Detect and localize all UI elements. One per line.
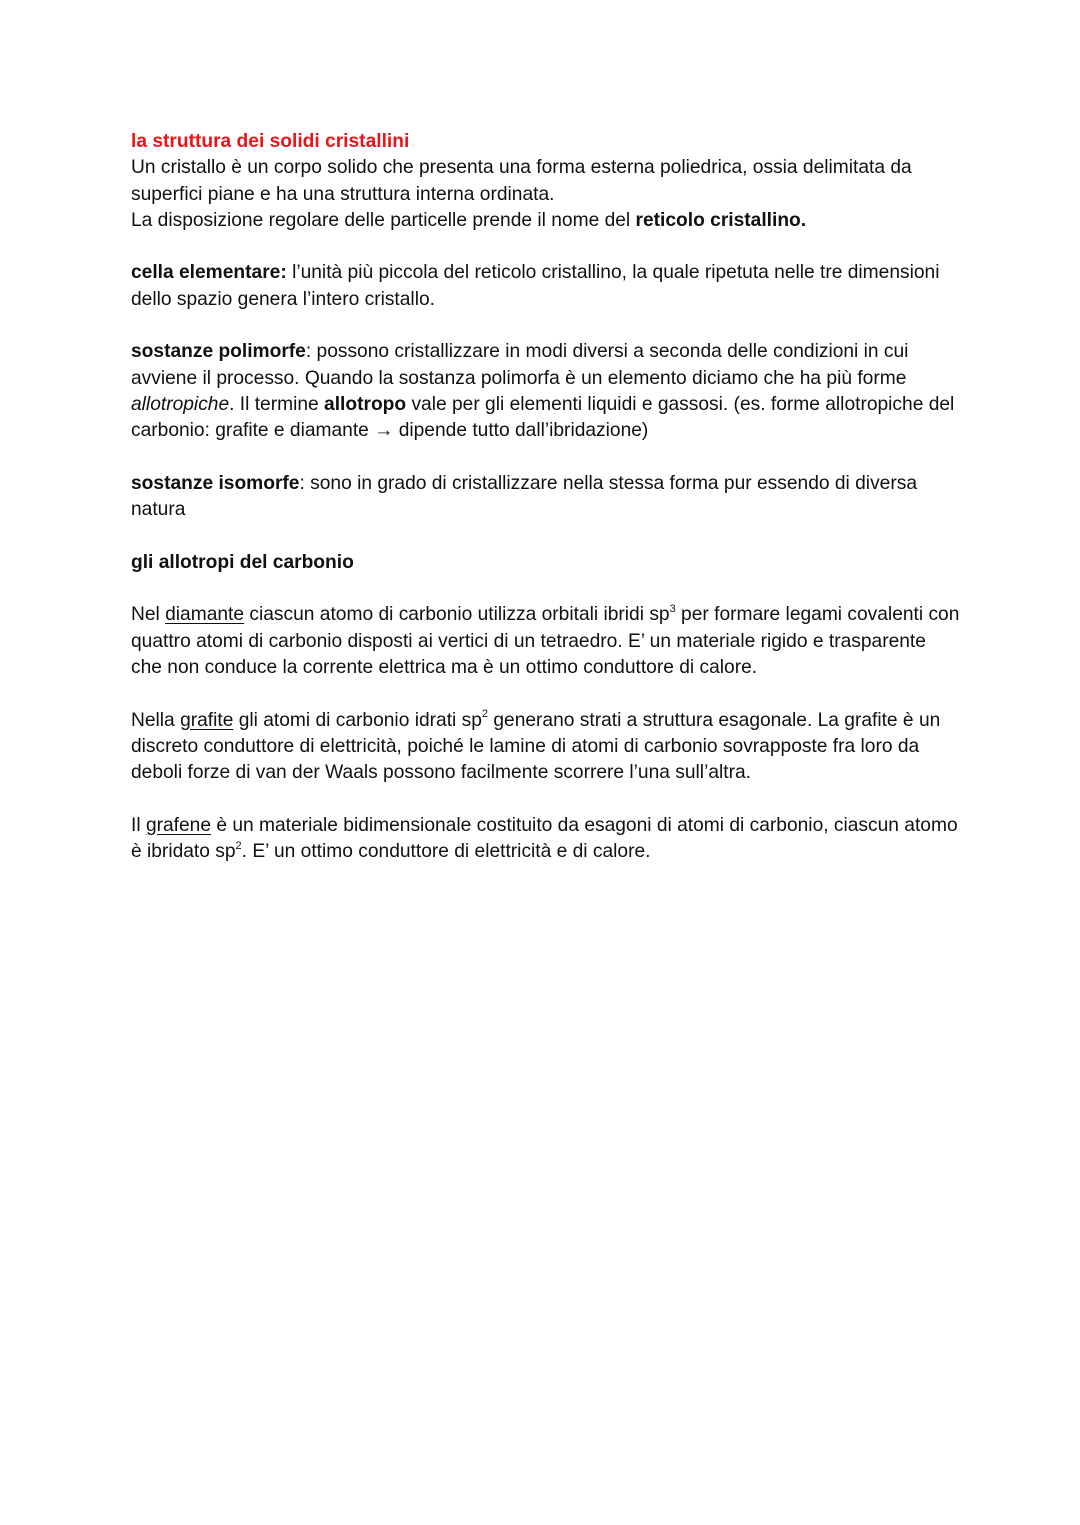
spacer: [131, 313, 961, 339]
polimorfe-bold: allotropo: [324, 393, 407, 415]
polimorfe-text-1: : possono cristallizzare in modi diversi a seconda delle condizioni in cui avviene il processo. Quando la sostanza polimorfa è un elemento diciamo che ha più forme: [131, 341, 909, 389]
spacer: [131, 576, 961, 602]
polimorfe-text-2: . Il termine: [229, 393, 325, 415]
spacer: [131, 445, 961, 471]
grafite-text-1: gli atomi di carbonio idrati sp: [233, 709, 482, 731]
diamante-pre: Nel: [131, 604, 166, 626]
spacer: [131, 681, 961, 707]
grafene-paragraph: [131, 813, 961, 866]
grafite-pre: Nella: [131, 709, 181, 731]
grafene-term: grafene: [145, 814, 212, 836]
spacer: [131, 786, 961, 812]
diamante-text-2: per formare legami covalenti con quattro atomi di carbonio disposti ai vertici di un tetraedro. E’ un materiale rigido e trasparente che non conduce la corrente elettrica ma è un ottimo conduttore di calore.: [131, 604, 960, 678]
intro-line-1: Un cristallo è un corpo solido che presenta una forma esterna poliedrica, ossia delimitata da superfici piane e ha una struttura interna ordinata.: [131, 157, 912, 205]
isomorfe-text: : sono in grado di cristallizzare nella stessa forma pur essendo di diversa natura: [131, 472, 917, 521]
polimorfe-italic: allotropiche: [131, 393, 230, 415]
polimorfe-term: sostanze polimorfe: [131, 341, 306, 363]
intro-line-2-text: La disposizione regolare delle particelle prende il nome del: [131, 209, 636, 231]
isomorfe-term: sostanze isomorfe: [131, 472, 300, 494]
diamante-term: diamante: [165, 604, 245, 626]
spacer: [131, 523, 961, 549]
grafite-paragraph: [131, 708, 961, 787]
grafene-text-2: . E’ un ottimo conduttore di elettricità e di calore.: [241, 841, 651, 863]
cella-term: cella elementare:: [131, 262, 287, 284]
cella-paragraph: [131, 260, 961, 313]
diamante-paragraph: [131, 602, 961, 681]
grafite-term: grafite: [180, 709, 234, 731]
grafite-superscript: 2: [481, 708, 489, 721]
allotropi-heading: [131, 550, 961, 576]
cella-text: l’unità più piccola del reticolo cristallino, la quale ripetuta nelle tre dimensioni dello spazio genera l’intero cristallo.: [131, 262, 940, 310]
polimorfe-paragraph: [131, 339, 961, 444]
intro-paragraph-2: [131, 208, 961, 234]
intro-line-2-bold: reticolo cristallino.: [635, 209, 807, 231]
grafite-text-2: generano strati a struttura esagonale. La grafite è un discreto conduttore di elettricità, poiché le lamine di atomi di carbonio sovrapposte fra loro da deboli forze di van der Waals possono facilmente scorrere l’una sull’altra.: [131, 709, 941, 784]
document-page: [131, 129, 961, 865]
intro-paragraph-1: [131, 155, 961, 208]
allotropi-heading-text: gli allotropi del carbonio: [131, 551, 354, 573]
diamante-text-1: ciascun atomo di carbonio utilizza orbitali ibridi sp: [244, 604, 670, 626]
diamante-superscript: 3: [669, 602, 676, 615]
isomorfe-paragraph: [131, 471, 961, 524]
grafene-superscript: 2: [235, 839, 242, 852]
grafene-pre: Il: [131, 814, 146, 836]
grafene-text-1: è un materiale bidimensionale costituito da esagoni di atomi di carbonio, ciascun atomo è ibridato sp: [131, 814, 958, 863]
spacer: [131, 234, 961, 260]
polimorfe-text-3: vale per gli elementi liquidi e gassosi. (es. forme allotropiche del carbonio: grafite e diamante → dipende tutto dall’ibridazione): [131, 393, 955, 442]
section-title: la struttura dei solidi cristallini: [131, 131, 410, 152]
